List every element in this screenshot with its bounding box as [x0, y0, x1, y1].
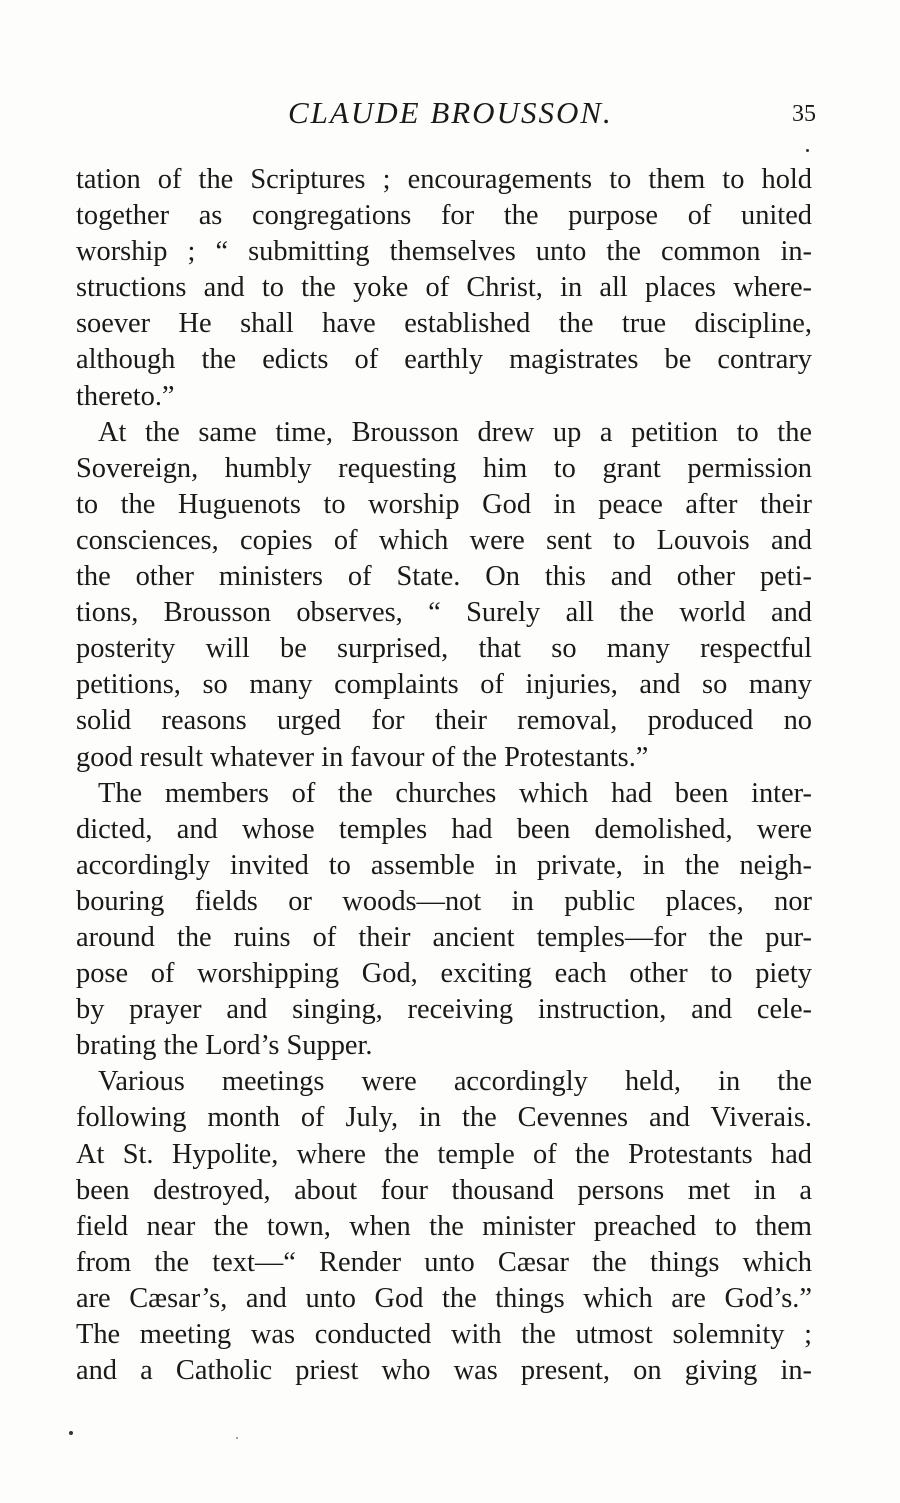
text-line: The meeting was conducted with the utmost solemnity ;	[76, 1319, 812, 1350]
running-title: CLAUDE BROUSSON.	[288, 95, 613, 130]
body-text	[76, 162, 812, 1389]
text-line: following month of July, in the Cevennes and Viverais.	[76, 1102, 812, 1134]
text-line: thereto.”	[76, 380, 175, 412]
text-line: consciences, copies of which were sent to Louvois and	[76, 524, 812, 556]
text-line: from the text—“ Render unto Cæsar the things which	[76, 1246, 812, 1278]
paragraph-3	[76, 776, 812, 1065]
text-line: accordingly invited to assemble in private, in the neigh-	[76, 849, 812, 881]
running-head	[0, 95, 900, 135]
text-line: the other ministers of State. On this and other peti-	[76, 561, 812, 593]
text-line: Various meetings were accordingly held, in the	[98, 1066, 812, 1098]
paragraph-4	[76, 1064, 812, 1389]
text-line: and a Catholic priest who was present, on giving in-	[76, 1355, 812, 1387]
paragraph-1	[76, 162, 812, 415]
text-line: brating the Lord’s Supper.	[76, 1030, 373, 1062]
page-number: 35	[792, 101, 816, 127]
scan-speck	[806, 149, 809, 152]
text-line: worship ; “ submitting themselves unto the common in-	[76, 236, 812, 268]
text-line: been destroyed, about four thousand persons met in a	[76, 1174, 812, 1206]
text-line: dicted, and whose temples had been demolished, were	[76, 813, 812, 845]
scan-speck	[236, 1437, 238, 1439]
scan-speck	[69, 1431, 73, 1435]
text-line: around the ruins of their ancient temples—for the pur-	[76, 921, 812, 953]
text-line: field near the town, when the minister preached to them	[76, 1210, 812, 1242]
text-line: to the Huguenots to worship God in peace after their	[76, 488, 812, 520]
text-line: good result whatever in favour of the Protestants.”	[76, 741, 649, 773]
text-line: together as congregations for the purpose of united	[76, 200, 812, 232]
paragraph-2	[76, 415, 812, 776]
text-line: At the same time, Brousson drew up a petition to the	[98, 416, 812, 448]
text-line: tions, Brousson observes, “ Surely all the world and	[76, 597, 812, 629]
text-line: structions and to the yoke of Christ, in all places where-	[76, 272, 812, 304]
text-line: petitions, so many complaints of injuries, and so many	[76, 669, 812, 701]
text-line: soever He shall have established the true discipline,	[76, 308, 812, 340]
text-line: by prayer and singing, receiving instruction, and cele-	[76, 994, 812, 1026]
text-line: although the edicts of earthly magistrates be contrary	[76, 344, 812, 376]
text-line: At St. Hypolite, where the temple of the Protestants had	[76, 1138, 812, 1170]
text-line: Sovereign, humbly requesting him to grant permission	[76, 452, 812, 484]
text-line: posterity will be surprised, that so many respectful	[76, 633, 812, 665]
text-line: bouring fields or woods—not in public places, nor	[76, 885, 812, 917]
text-line: solid reasons urged for their removal, produced no	[76, 705, 812, 737]
text-line: are Cæsar’s, and unto God the things which are God’s.”	[76, 1282, 812, 1314]
text-line: The members of the churches which had been inter-	[98, 777, 812, 809]
text-line: tation of the Scriptures ; encouragements to them to hold	[76, 164, 812, 195]
text-line: pose of worshipping God, exciting each other to piety	[76, 958, 812, 990]
